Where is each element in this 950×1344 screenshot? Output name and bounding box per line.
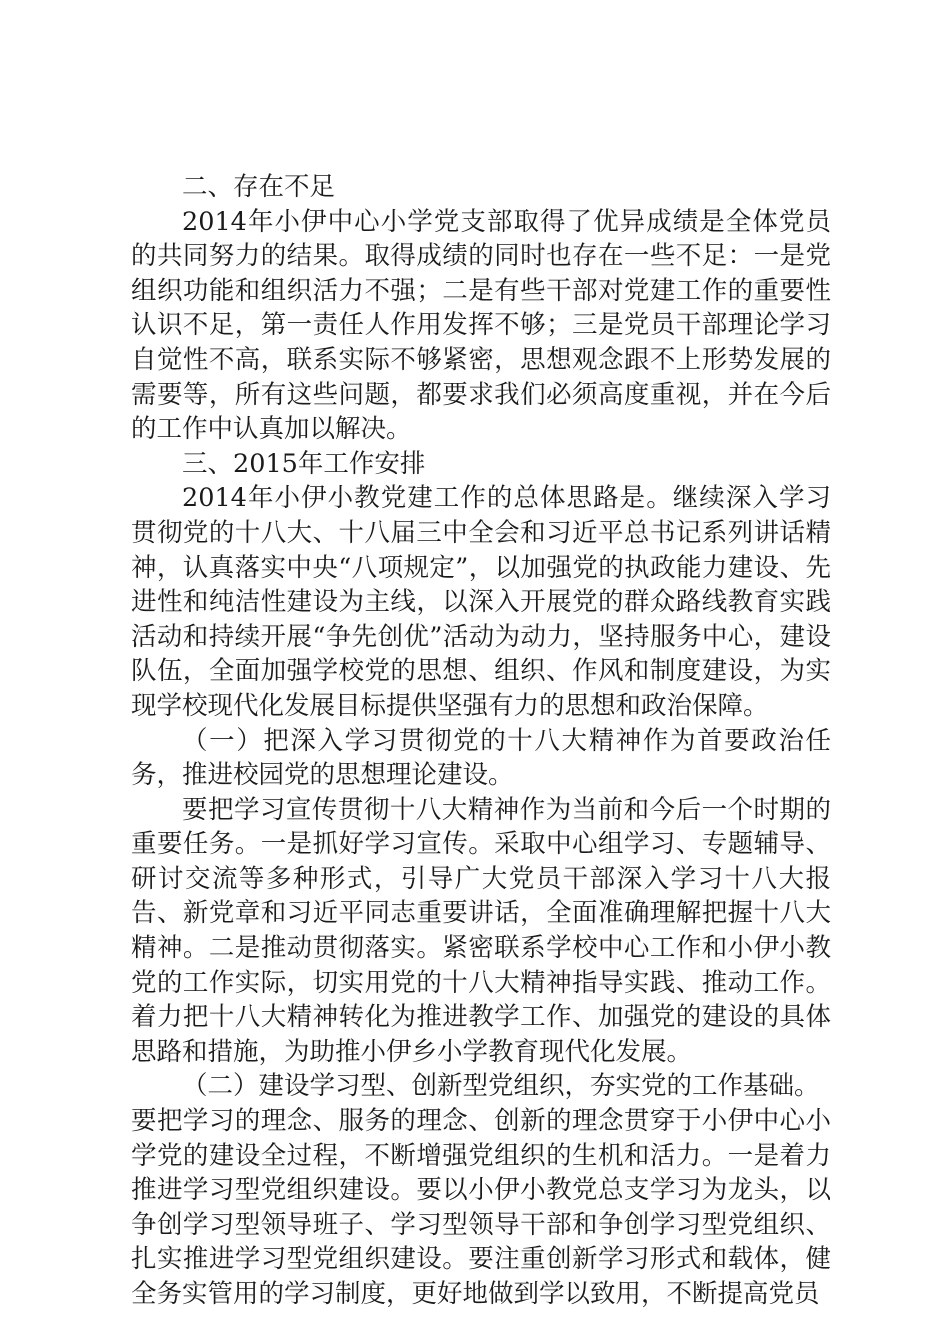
paragraph-deficiencies: 2014年小伊中心小学党支部取得了优异成绩是全体党员的共同努力的结果。取得成绩的同时也存在一些不足：一是党组织功能和组织活力不强；二是有些干部对党建工作的重要性认识不足，第一责任人作用发挥不够；三是党员干部理论学习自觉性不高，联系实际不够紧密，思想观念跟不上形势发展的需要等，所有这些问题，都要求我们必须高度重视，并在今后的工作中认真加以解决。 [131,206,831,445]
document-body [131,170,831,1312]
paragraph-overall-approach: 2014年小伊小教党建工作的总体思路是。继续深入学习贯彻党的十八大、十八届三中全会和习近平总书记系列讲话精神，认真落实中央“八项规定”，以加强党的执政能力建设、先进性和纯洁性建设为主线，以深入开展党的群众路线教育实践活动和持续开展“争先创优”活动为动力，坚持服务中心，建设队伍，全面加强学校党的思想、组织、作风和制度建设，为实现学校现代化发展目标提供坚强有力的思想和政治保障。 [131,483,831,721]
section-heading-work-plan: 三、2015年工作安排 [182,448,426,479]
section-heading-deficiencies: 二、存在不足 [182,172,336,202]
paragraph-learning-organization: 要把学习的理念、服务的理念、创新的理念贯穿于小伊中心小学党的建设全过程，不断增强党组织的生机和活力。一是着力推进学习型党组织建设。要以小伊小教党总支学习为龙头，以争创学习型领导班子、学习型领导干部和争创学习型党组织、扎实推进学习型党组织建设。要注重创新学习形式和载体，健全务实管用的学习制度，更好地做到学以致用，不断提高党员 [131,1106,831,1309]
subsection-heading-1: （一）把深入学习贯彻党的十八大精神作为首要政治任务，推进校园党的思想理论建设。 [131,725,831,791]
paragraph-study-spirit: 要把学习宣传贯彻十八大精神作为当前和今后一个时期的重要任务。一是抓好学习宣传。采取中心组学习、专题辅导、研讨交流等多种形式，引导广大党员干部深入学习十八大报告、新党章和习近平同志重要讲话，全面准确理解把握十八大精神。二是推动贯彻落实。紧密联系学校中心工作和小伊小教党的工作实际，切实用党的十八大精神指导实践、推动工作。着力把十八大精神转化为推进教学工作、加强党的建设的具体思路和措施，为助推小伊乡小学教育现代化发展。 [131,794,831,1067]
subsection-heading-2: （二）建设学习型、创新型党组织，夯实党的工作基础。 [182,1071,820,1102]
